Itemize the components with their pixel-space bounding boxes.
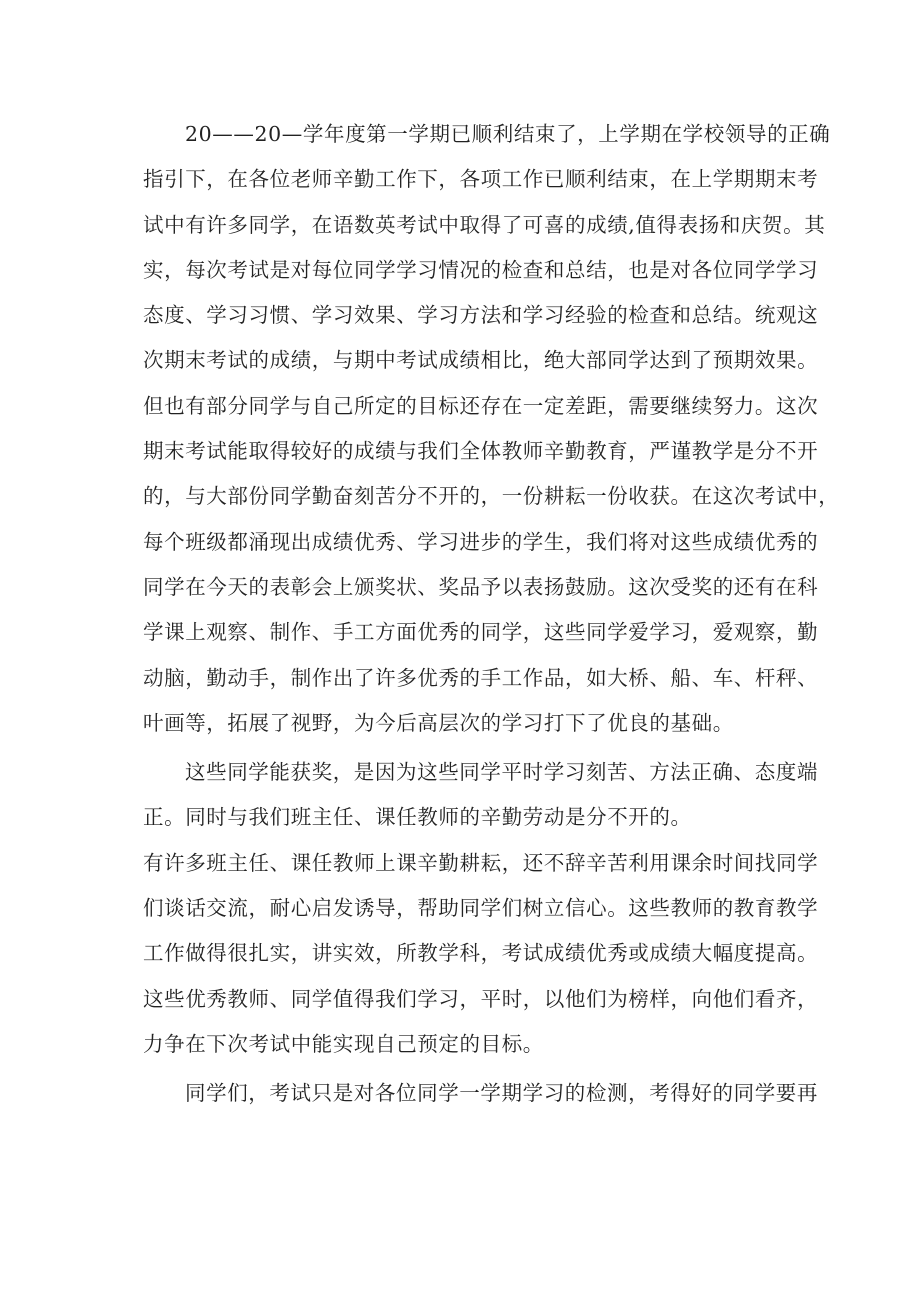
paragraph-1-line-7: 但也有部分同学与自己所定的目标还存在一定差距，需要继续努力。这次 <box>143 393 819 418</box>
paragraph-3-line-4: 这些优秀教师、同学值得我们学习，平时，以他们为榜样，向他们看齐， <box>143 986 819 1011</box>
paragraph-1-line-2: 指引下，在各位老师辛勤工作下，各项工作已顺利结束，在上学期期末考 <box>143 167 819 192</box>
paragraph-1-line-12: 学课上观察、制作、手工方面优秀的同学，这些同学爱学习，爱观察，勤 <box>143 620 819 645</box>
paragraph-1-line-11: 同学在今天的表彰会上颁奖状、奖品予以表扬鼓励。这次受奖的还有在科 <box>143 574 819 599</box>
paragraph-1-line-6: 次期末考试的成绩，与期中考试成绩相比，绝大部同学达到了预期效果。 <box>143 348 819 373</box>
paragraph-1-line-5: 态度、学习习惯、学习效果、学习方法和学习经验的检查和总结。统观这 <box>143 303 819 328</box>
paragraph-3-line-5: 力争在下次考试中能实现自己预定的目标。 <box>143 1031 544 1056</box>
paragraph-3-line-1: 有许多班主任、课任教师上课辛勤耕耘，还不辞辛苦利用课余时间找同学 <box>143 850 819 875</box>
paragraph-1-line-8: 期末考试能取得较好的成绩与我们全体教师辛勤教育，严谨教学是分不开 <box>143 439 819 464</box>
paragraph-1-line-13: 动脑，勤动手，制作出了许多优秀的手工作品，如大桥、船、车、杆秤、 <box>143 665 819 690</box>
paragraph-1-line-3: 试中有许多同学，在语数英考试中取得了可喜的成绩,值得表扬和庆贺。其 <box>143 212 826 237</box>
paragraph-3-line-2: 们谈话交流，耐心启发诱导，帮助同学们树立信心。这些教师的教育教学 <box>143 896 819 921</box>
paragraph-1-line-10: 每个班级都涌现出成绩优秀、学习进步的学生，我们将对这些成绩优秀的 <box>143 529 819 554</box>
paragraph-1-line-1: 20——20—学年度第一学期已顺利结束了，上学期在学校领导的正确 <box>185 122 831 146</box>
document-body <box>143 112 840 1117</box>
paragraph-4-line-1: 同学们，考试只是对各位同学一学期学习的检测，考得好的同学要再 <box>185 1081 818 1106</box>
paragraph-1-line-4: 实，每次考试是对每位同学学习情况的检查和总结，也是对各位同学学习 <box>143 257 819 282</box>
paragraph-1-line-14: 叶画等，拓展了视野，为今后高层次的学习打下了优良的基础。 <box>143 710 734 735</box>
paragraph-2-line-2: 正。同时与我们班主任、课任教师的辛勤劳动是分不开的。 <box>143 805 692 830</box>
paragraph-3-line-3: 工作做得很扎实，讲实效，所教学科，考试成绩优秀或成绩大幅度提高。 <box>143 941 819 966</box>
paragraph-2-line-1: 这些同学能获奖，是因为这些同学平时学习刻苦、方法正确、态度端 <box>185 760 818 785</box>
paragraph-1-line-9: 的，与大部份同学勤奋刻苦分不开的，一份耕耘一份收获。在这次考试中， <box>143 484 840 509</box>
